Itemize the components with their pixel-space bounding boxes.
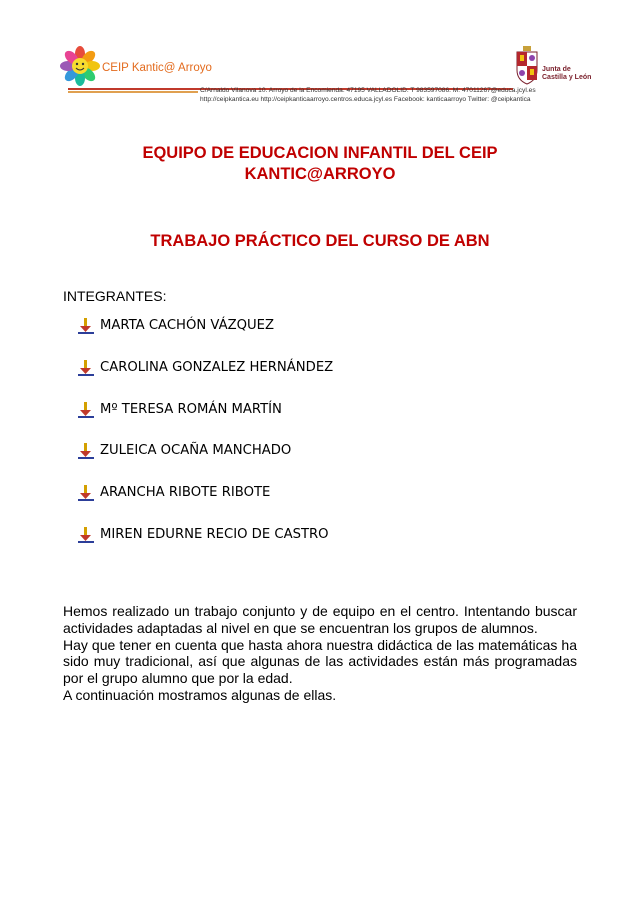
school-address	[200, 86, 536, 104]
list-item	[78, 485, 333, 527]
school-flower-logo-icon	[60, 46, 100, 86]
body-text	[63, 603, 577, 704]
bullet-arrow-icon	[78, 443, 96, 459]
bullet-arrow-icon	[78, 360, 96, 376]
title-line-2: KANTIC@ARROYO	[244, 165, 396, 183]
member-name: ARANCHA RIBOTE RIBOTE	[100, 485, 271, 501]
list-item	[78, 527, 333, 569]
bullet-arrow-icon	[78, 527, 96, 543]
member-name: MIREN EDURNE RECIO DE CASTRO	[100, 526, 329, 542]
bullet-arrow-icon	[78, 318, 96, 334]
member-name: ZULEICA OCAÑA MANCHADO	[100, 443, 292, 459]
member-name: CAROLINA GONZALEZ HERNÁNDEZ	[100, 359, 334, 375]
paragraph: A continuación mostramos algunas de ellas.	[63, 686, 337, 703]
letterhead	[60, 42, 592, 112]
junta-text	[542, 66, 591, 82]
member-name: MARTA CACHÓN VÁZQUEZ	[100, 318, 275, 333]
junta-line-2: Castilla y León	[542, 74, 592, 81]
bullet-arrow-icon	[78, 402, 96, 418]
junta-castilla-leon-logo	[512, 46, 592, 90]
school-logo-text: CEIP Kantic@ Arroyo	[102, 62, 212, 74]
paragraph: Hay que tener en cuenta que hasta ahora nuestra didáctica de las matemáticas ha sido muy tradicional, así que algunas de las actividades están más programadas por el grupo alumno que por la edad.	[63, 636, 577, 687]
list-item	[78, 443, 333, 485]
address-line: C/Arnaldo Vilanova 10. Arroyo de la Encomienda. 47195 VALLADOLID. T 983597086. M: 47011267@educa.jcyl.es	[200, 87, 536, 94]
title-line-1: EQUIPO DE EDUCACION INFANTIL DEL CEIP	[142, 144, 498, 162]
document-subtitle: TRABAJO PRÁCTICO DEL CURSO DE ABN	[150, 232, 490, 250]
list-item	[78, 360, 333, 402]
junta-line-1: Junta de	[542, 66, 571, 73]
address-links-line: http://ceipkantica.eu http://ceipkanticaarroyo.centros.educa.jcyl.es Facebook: kanticaarroyo Twitter: @ceipkantica	[200, 96, 531, 103]
paragraph: Hemos realizado un trabajo conjunto y de equipo en el centro. Intentando buscar actividades adaptadas al nivel en que se encuentran los grupos de alumnos.	[63, 603, 577, 636]
list-item	[78, 318, 333, 360]
bullet-arrow-icon	[78, 485, 96, 501]
header-divider-accent	[68, 91, 198, 93]
coat-of-arms-icon	[514, 46, 540, 86]
members-list	[78, 318, 333, 569]
member-name: Mº TERESA ROMÁN MARTÍN	[100, 401, 282, 417]
members-heading: INTEGRANTES:	[63, 288, 167, 304]
document-title	[80, 143, 560, 185]
list-item	[78, 402, 333, 444]
